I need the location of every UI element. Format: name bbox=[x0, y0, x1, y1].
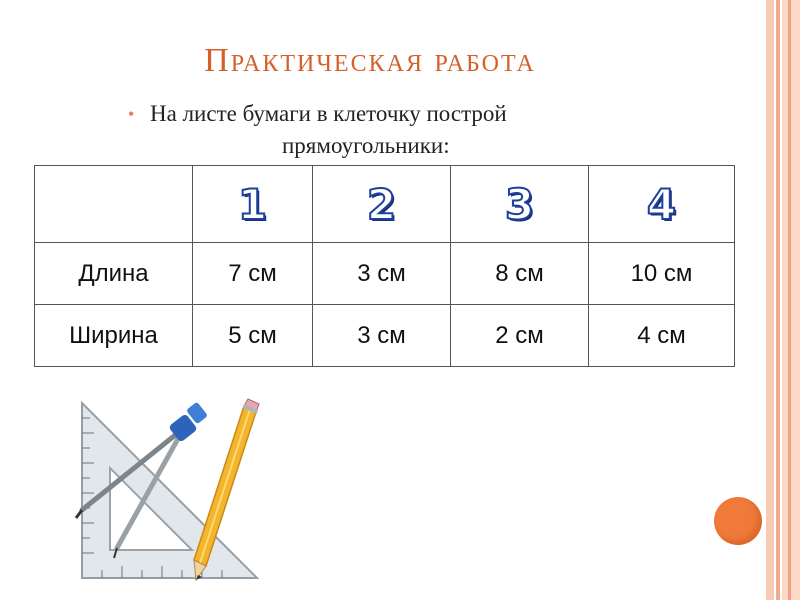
table-cell: 3 см bbox=[313, 243, 451, 305]
bullet-text-line-2: прямоугольники: bbox=[282, 133, 450, 158]
bullet-text bbox=[128, 98, 692, 162]
row-label: Длина bbox=[35, 243, 193, 305]
bullet-icon: • bbox=[128, 104, 135, 124]
drawing-tools-illustration bbox=[72, 398, 272, 583]
table-cell: 5 см bbox=[193, 305, 313, 367]
table-cell: 8 см bbox=[451, 243, 589, 305]
decorative-dot bbox=[714, 497, 762, 545]
decorative-stripe bbox=[782, 0, 800, 600]
decorative-stripe bbox=[776, 0, 780, 600]
table-cell: 3 см bbox=[313, 305, 451, 367]
table-cell: 7 см bbox=[193, 243, 313, 305]
rectangle-number: 1 bbox=[237, 179, 268, 229]
table-row bbox=[35, 305, 735, 367]
table-row bbox=[35, 243, 735, 305]
row-label: Ширина bbox=[35, 305, 193, 367]
decorative-stripe bbox=[766, 0, 774, 600]
rectangle-number: 3 bbox=[504, 179, 535, 229]
rectangle-number: 4 bbox=[646, 179, 677, 229]
table-header-cell bbox=[589, 166, 735, 243]
table-header-cell bbox=[193, 166, 313, 243]
table-header-cell bbox=[35, 166, 193, 243]
decorative-stripe bbox=[788, 0, 791, 600]
rectangles-table bbox=[34, 165, 735, 367]
table-header-cell bbox=[313, 166, 451, 243]
table-cell: 2 см bbox=[451, 305, 589, 367]
table-header-row bbox=[35, 166, 735, 243]
table-cell: 4 см bbox=[589, 305, 735, 367]
table-header-cell bbox=[451, 166, 589, 243]
bullet-text-line-1: На листе бумаги в клеточку построй bbox=[150, 101, 507, 126]
rectangle-number: 2 bbox=[366, 179, 397, 229]
slide-title: Практическая работа bbox=[204, 42, 536, 79]
table-cell: 10 см bbox=[589, 243, 735, 305]
